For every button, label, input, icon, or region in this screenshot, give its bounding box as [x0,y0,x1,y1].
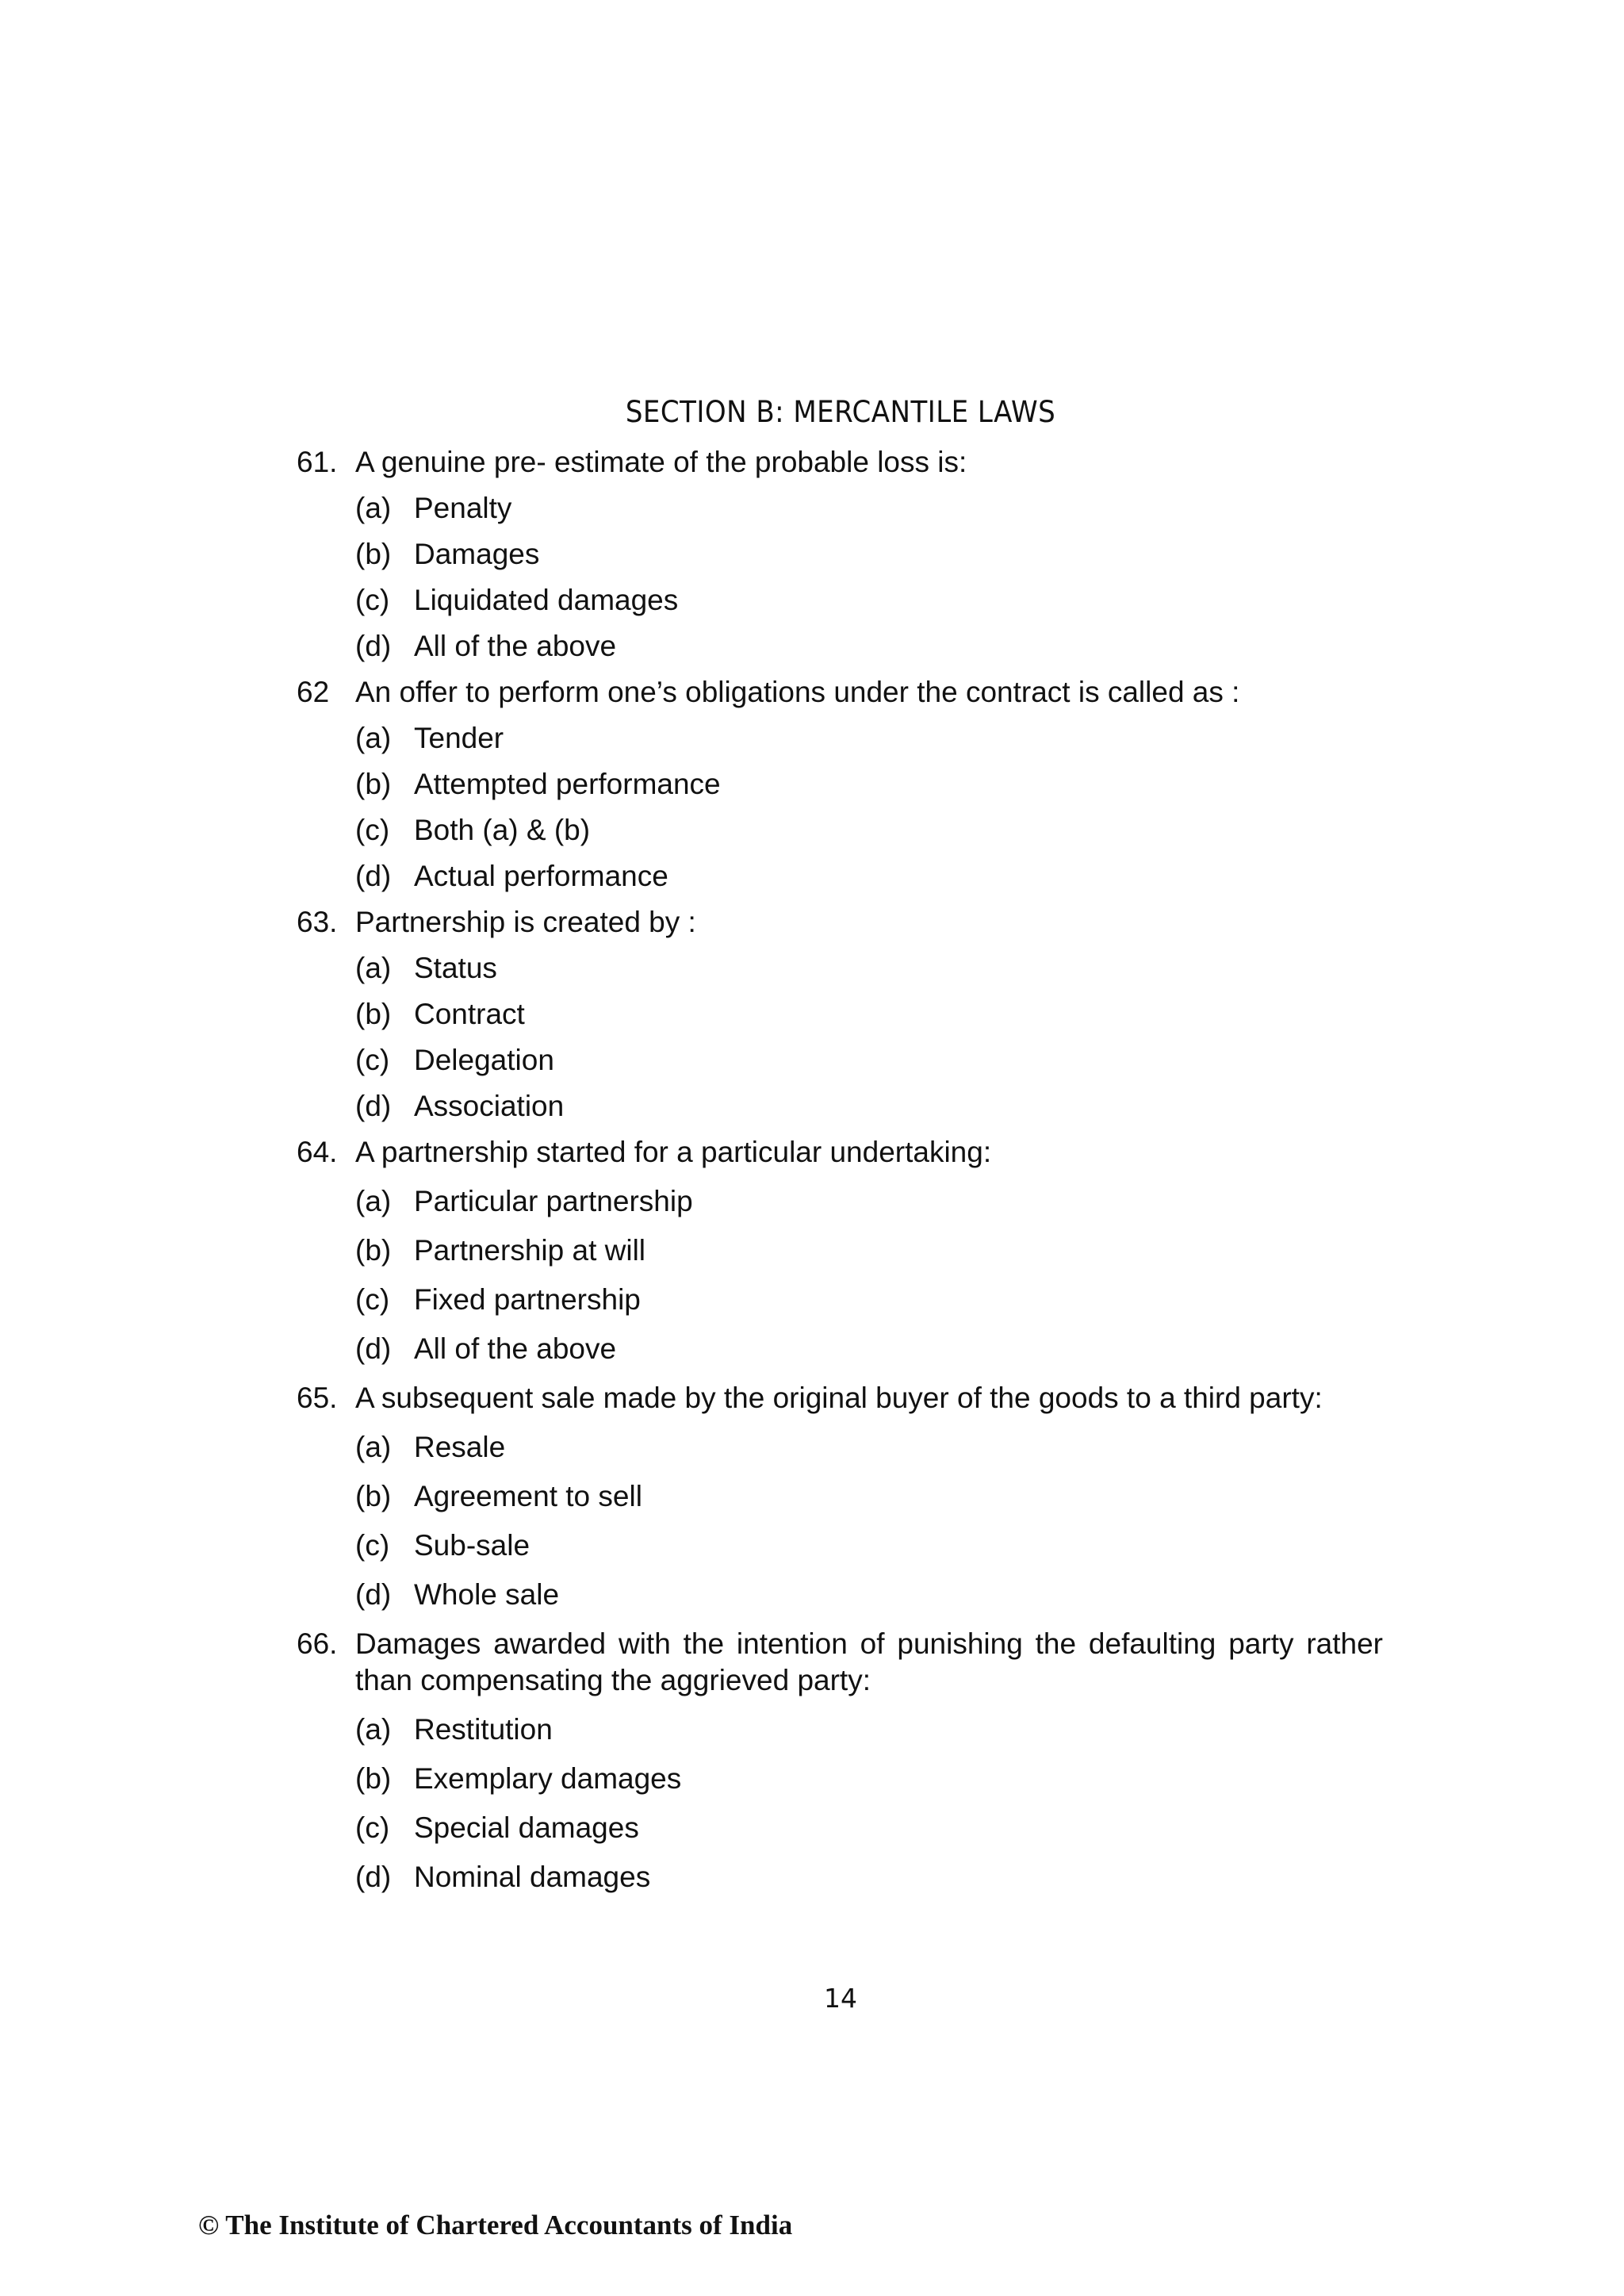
option-text: Resale [414,1431,506,1463]
question-64 [297,1134,1383,1367]
question-number: 64. [297,1136,338,1168]
option-a [297,490,1383,527]
option-text: Actual performance [414,860,668,892]
option-letter: (a) [355,1185,392,1217]
question-header [297,1380,1383,1416]
option-letter: (b) [355,538,392,570]
question-header [297,674,1383,711]
option-d [297,858,1383,895]
option-b [297,1761,1383,1797]
option-text: Fixed partnership [414,1283,641,1316]
page-number: 14 [824,1983,857,2014]
option-a [297,1711,1383,1748]
question-number: 62 [297,676,330,708]
option-letter: (d) [355,1332,392,1365]
option-letter: (b) [355,998,392,1030]
question-63 [297,904,1383,1125]
option-list [297,1183,1383,1367]
option-text: Special damages [414,1811,639,1844]
option-text: Status [414,952,497,984]
option-letter: (a) [355,952,392,984]
option-letter: (b) [355,768,392,800]
option-text: All of the above [414,630,617,662]
option-c [297,1042,1383,1079]
option-letter: (b) [355,1480,392,1512]
question-list [297,444,1383,1908]
option-text: Tender [414,722,504,754]
option-text: Attempted performance [414,768,721,800]
option-text: Partnership at will [414,1234,646,1267]
option-a [297,1429,1383,1466]
option-letter: (c) [355,1283,390,1316]
option-letter: (a) [355,722,392,754]
option-text: Damages [414,538,540,570]
option-text: Nominal damages [414,1861,651,1893]
option-list [297,490,1383,665]
option-text: Liquidated damages [414,584,679,616]
option-c [297,1810,1383,1846]
section-title: SECTION B: MERCANTILE LAWS [625,395,1056,429]
option-list [297,950,1383,1125]
option-b [297,996,1383,1033]
option-text: Restitution [414,1713,553,1746]
option-text: Both (a) & (b) [414,814,591,846]
option-list [297,1429,1383,1613]
option-c [297,582,1383,619]
option-letter: (d) [355,1578,392,1611]
option-text: Delegation [414,1044,554,1076]
option-b [297,1232,1383,1269]
question-61 [297,444,1383,665]
option-letter: (c) [355,584,390,616]
option-d [297,628,1383,665]
option-letter: (c) [355,1529,390,1562]
copyright-footer: © The Institute of Chartered Accountants of India [198,2210,793,2240]
question-header [297,904,1383,941]
question-text: An offer to perform one’s obligations under the contract is called as : [355,676,1240,708]
option-c [297,1282,1383,1318]
question-65 [297,1380,1383,1613]
question-66 [297,1626,1383,1895]
option-a [297,950,1383,987]
option-list [297,720,1383,895]
option-a [297,720,1383,757]
option-text: Penalty [414,492,512,524]
option-a [297,1183,1383,1220]
option-c [297,1527,1383,1564]
option-letter: (d) [355,630,392,662]
option-letter: (a) [355,1713,392,1746]
option-letter: (a) [355,492,392,524]
option-letter: (c) [355,1811,390,1844]
option-letter: (a) [355,1431,392,1463]
option-letter: (d) [355,860,392,892]
option-text: Particular partnership [414,1185,693,1217]
question-header [297,1626,1383,1699]
option-letter: (d) [355,1861,392,1893]
option-text: Exemplary damages [414,1762,682,1795]
option-text: Whole sale [414,1578,560,1611]
question-number: 65. [297,1382,338,1414]
option-d [297,1088,1383,1125]
option-b [297,1478,1383,1515]
question-text: A subsequent sale made by the original buyer of the goods to a third party: [355,1382,1323,1414]
option-d [297,1577,1383,1613]
option-letter: (d) [355,1090,392,1122]
option-text: Association [414,1090,565,1122]
question-number: 66. [297,1627,338,1660]
option-b [297,536,1383,573]
option-text: Agreement to sell [414,1480,642,1512]
question-text: Partnership is created by : [355,906,696,938]
question-header [297,444,1383,481]
option-letter: (b) [355,1234,392,1267]
option-b [297,766,1383,803]
question-number: 61. [297,446,338,478]
question-header [297,1134,1383,1171]
option-text: All of the above [414,1332,617,1365]
question-text: Damages awarded with the intention of punishing the defaulting party rather than compensating the aggrieved party: [355,1627,1383,1696]
option-text: Sub-sale [414,1529,530,1562]
option-letter: (c) [355,1044,390,1076]
option-letter: (b) [355,1762,392,1795]
option-list [297,1711,1383,1895]
option-c [297,812,1383,849]
question-text: A genuine pre- estimate of the probable loss is: [355,446,967,478]
option-d [297,1331,1383,1367]
option-d [297,1859,1383,1895]
question-number: 63. [297,906,338,938]
option-text: Contract [414,998,525,1030]
option-letter: (c) [355,814,390,846]
question-62 [297,674,1383,895]
question-text: A partnership started for a particular undertaking: [355,1136,992,1168]
